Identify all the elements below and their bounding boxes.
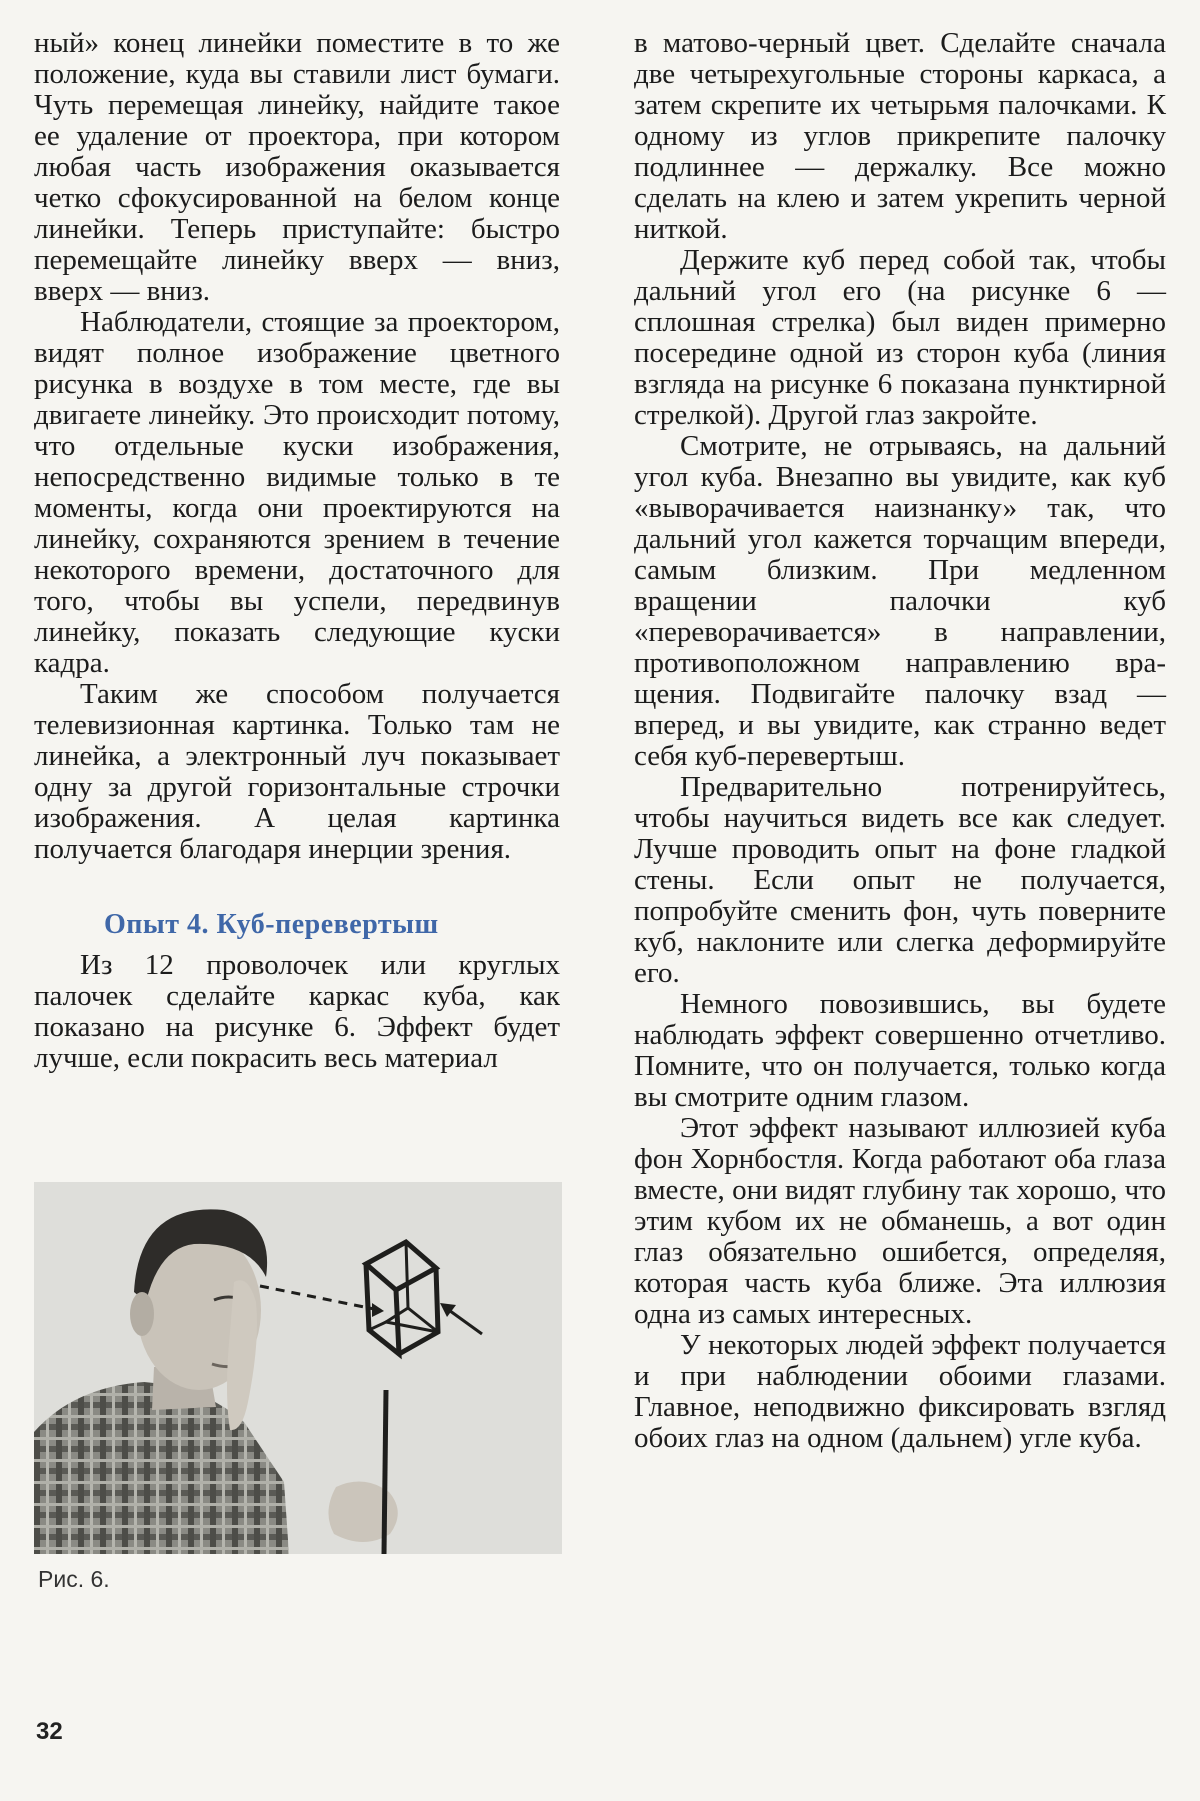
figure-caption: Рис. 6. xyxy=(38,1566,110,1592)
paragraph: Наблюдатели, стоящие за проектором, видят полное изображение цветного рисунка в воздухе в том месте, где вы двигаете линейку. Это происходит потому, что отдельные куски изображения, непосредственно видимые только в те моменты, когда они проектируются на линейку, сохраняются зрением в течение некоторого времени, достаточного для того, чтобы вы успели, передвинув линейку, показать следующие куски кадра. xyxy=(34,306,560,679)
paragraph: Держите куб перед собой так, чтобы дальний угол его (на рисунке 6 — сплошная стрелка) был виден примерно посередине одной из сторон куба (линия взгляда на рисунке 6 показана пунктирной стрелкой). Другой глаз закройте. xyxy=(634,244,1166,431)
page-number: 32 xyxy=(36,1718,63,1745)
paragraph: У некоторых людей эффект получается и при наблюдении обоими глазами. Главное, неподвижно фиксировать взгляд обоих глаз на одном (дальнем) угле куба. xyxy=(634,1329,1166,1454)
left-column xyxy=(34,28,560,1074)
paragraph: Таким же способом получается телевизионная картинка. Только там не линейка, а электронный луч показывает одну за другой горизонтальные строчки изображения. А целая картинка получается благодаря инерции зрения. xyxy=(34,678,560,865)
paragraph: Немного повозившись, вы будете наблюдать эффект совершенно отчетливо. Помните, что он получается, только когда вы смотрите одним глазом. xyxy=(634,988,1166,1113)
paragraph: Этот эффект называют иллюзией куба фон Хорнбостля. Когда работают оба глаза вместе, они видят глубину так хорошо, что этим кубом их не обманешь, а вот один глаз обязательно ошибется, определяя, которая часть куба ближе. Эта иллюзия одна из самых интересных. xyxy=(634,1112,1166,1330)
paragraph: в матово-черный цвет. Сделайте сначала две четырехугольные стороны каркаса, а затем скрепите их четырьмя палочками. К одному из углов прикрепите палочку подлиннее — держалку. Все можно сделать на клею и затем укрепить черной ниткой. xyxy=(634,27,1166,245)
section-heading: Опыт 4. Куб-перевертыш xyxy=(104,909,439,940)
paragraph: Предварительно потренируйтесь, чтобы научиться видеть все как следует. Лучше проводить опыт на фоне гладкой стены. Если опыт не получается, попробуйте сменить фон, чуть поверните куб, наклоните или слегка деформируйте его. xyxy=(634,771,1166,989)
boy-with-cube-illustration xyxy=(34,1182,562,1554)
paragraph: Из 12 проволочек или круглых палочек сделайте каркас куба, как показано на рисунке 6. Эффект будет лучше, если покрасить весь материал xyxy=(34,949,560,1074)
stick xyxy=(384,1390,386,1554)
paragraph: Смотрите, не отрываясь, на дальний угол куба. Внезапно вы увидите, как куб «выворачивается наизнанку» так, что дальний угол кажется торчащим впереди, самым близким. При медленном вращении палочки куб «переворачивается» в направлении, противоположном направлению вращения. Подвигайте палочку взад — вперед, и вы увидите, как странно ведет себя куб-перевертыш. xyxy=(634,430,1166,772)
right-column xyxy=(634,28,1166,1454)
paragraph: ный» конец линейки поместите в то же положение, куда вы ставили лист бумаги. Чуть перемещая линейку, найдите такое ее удаление от проектора, при котором любая часть изображения оказывается четко сфокусированной на белом конце линейки. Теперь приступайте: быстро перемещайте линейку вверх — вниз, вверх — вниз. xyxy=(34,27,560,307)
figure-photo xyxy=(34,1182,562,1554)
